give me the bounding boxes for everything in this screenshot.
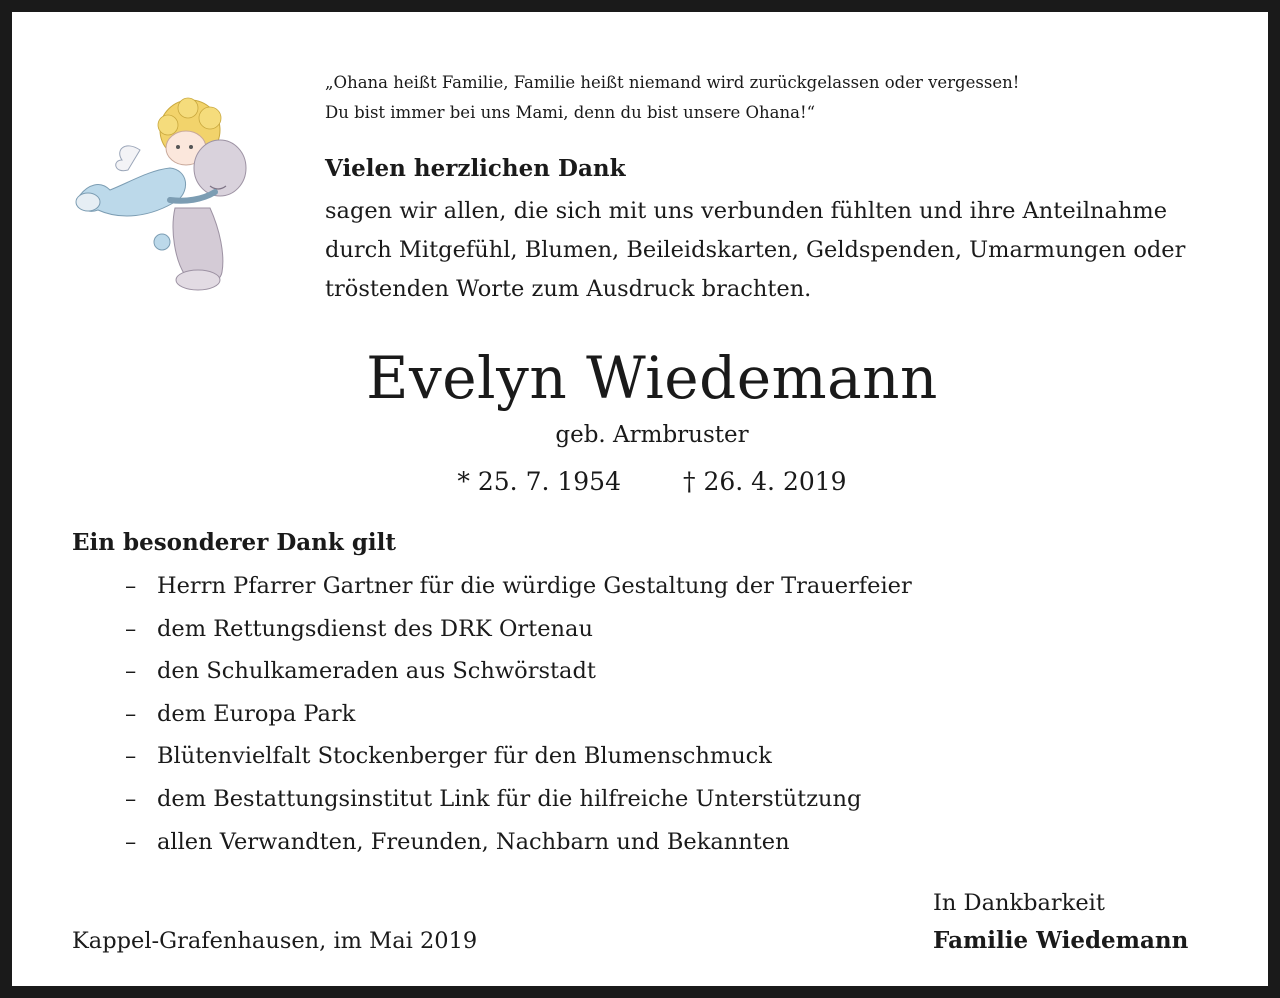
dash-bullet: – (125, 785, 137, 812)
thanks-body (325, 192, 1245, 309)
birth-date: * 25. 7. 1954 (457, 467, 621, 496)
angel-illustration (70, 90, 250, 300)
list-item-text: dem Europa Park (157, 700, 356, 727)
life-dates (12, 462, 1280, 502)
thanks-line: durch Mitgefühl, Blumen, Beileidskarten, Geldspenden, Umarmungen oder (325, 237, 1186, 263)
list-item (125, 650, 912, 693)
ohana-quote (325, 68, 1225, 128)
list-item-text: Herrn Pfarrer Gartner für die würdige Gestaltung der Trauerfeier (157, 573, 912, 599)
list-item-text: allen Verwandten, Freunden, Nachbarn und Bekannten (157, 828, 790, 855)
special-thanks-list (125, 565, 912, 863)
list-item (125, 821, 912, 864)
dash-bullet: – (125, 743, 137, 770)
list-item (125, 693, 912, 736)
list-item (125, 778, 912, 821)
birth-name: geb. Armbruster (555, 422, 749, 448)
signature-label: In Dankbarkeit (933, 890, 1105, 916)
dash-bullet: – (125, 700, 137, 727)
thanks-line: tröstenden Worte zum Ausdruck brachten. (325, 276, 812, 302)
dash-bullet: – (125, 658, 137, 685)
special-thanks-title: Ein besonderer Dank gilt (72, 529, 397, 556)
death-date: † 26. 4. 2019 (683, 467, 847, 496)
dash-bullet: – (125, 615, 137, 642)
signature-name: Familie Wiedemann (933, 927, 1189, 954)
place-date: Kappel-Grafenhausen, im Mai 2019 (72, 928, 478, 954)
list-item-text: dem Bestattungsinstitut Link für die hilfreiche Unterstützung (157, 785, 862, 812)
list-item (125, 735, 912, 778)
list-item-text: Blütenvielfalt Stockenberger für den Blumenschmuck (157, 743, 772, 770)
dash-bullet: – (125, 828, 137, 855)
quote-line: Du bist immer bei uns Mami, denn du bist unsere Ohana!“ (325, 103, 816, 122)
list-item (125, 608, 912, 651)
deceased-name: Evelyn Wiedemann (366, 344, 938, 412)
list-item-text: den Schulkameraden aus Schwörstadt (157, 658, 596, 685)
thanks-title: Vielen herzlichen Dank (325, 155, 626, 182)
list-item-text: dem Rettungsdienst des DRK Ortenau (157, 615, 593, 642)
dash-bullet: – (125, 573, 137, 599)
thanks-line: sagen wir allen, die sich mit uns verbunden fühlten und ihre Anteilnahme (325, 198, 1168, 224)
list-item (125, 565, 912, 608)
quote-line: „Ohana heißt Familie, Familie heißt niemand wird zurückgelassen oder vergessen! (325, 73, 1020, 92)
